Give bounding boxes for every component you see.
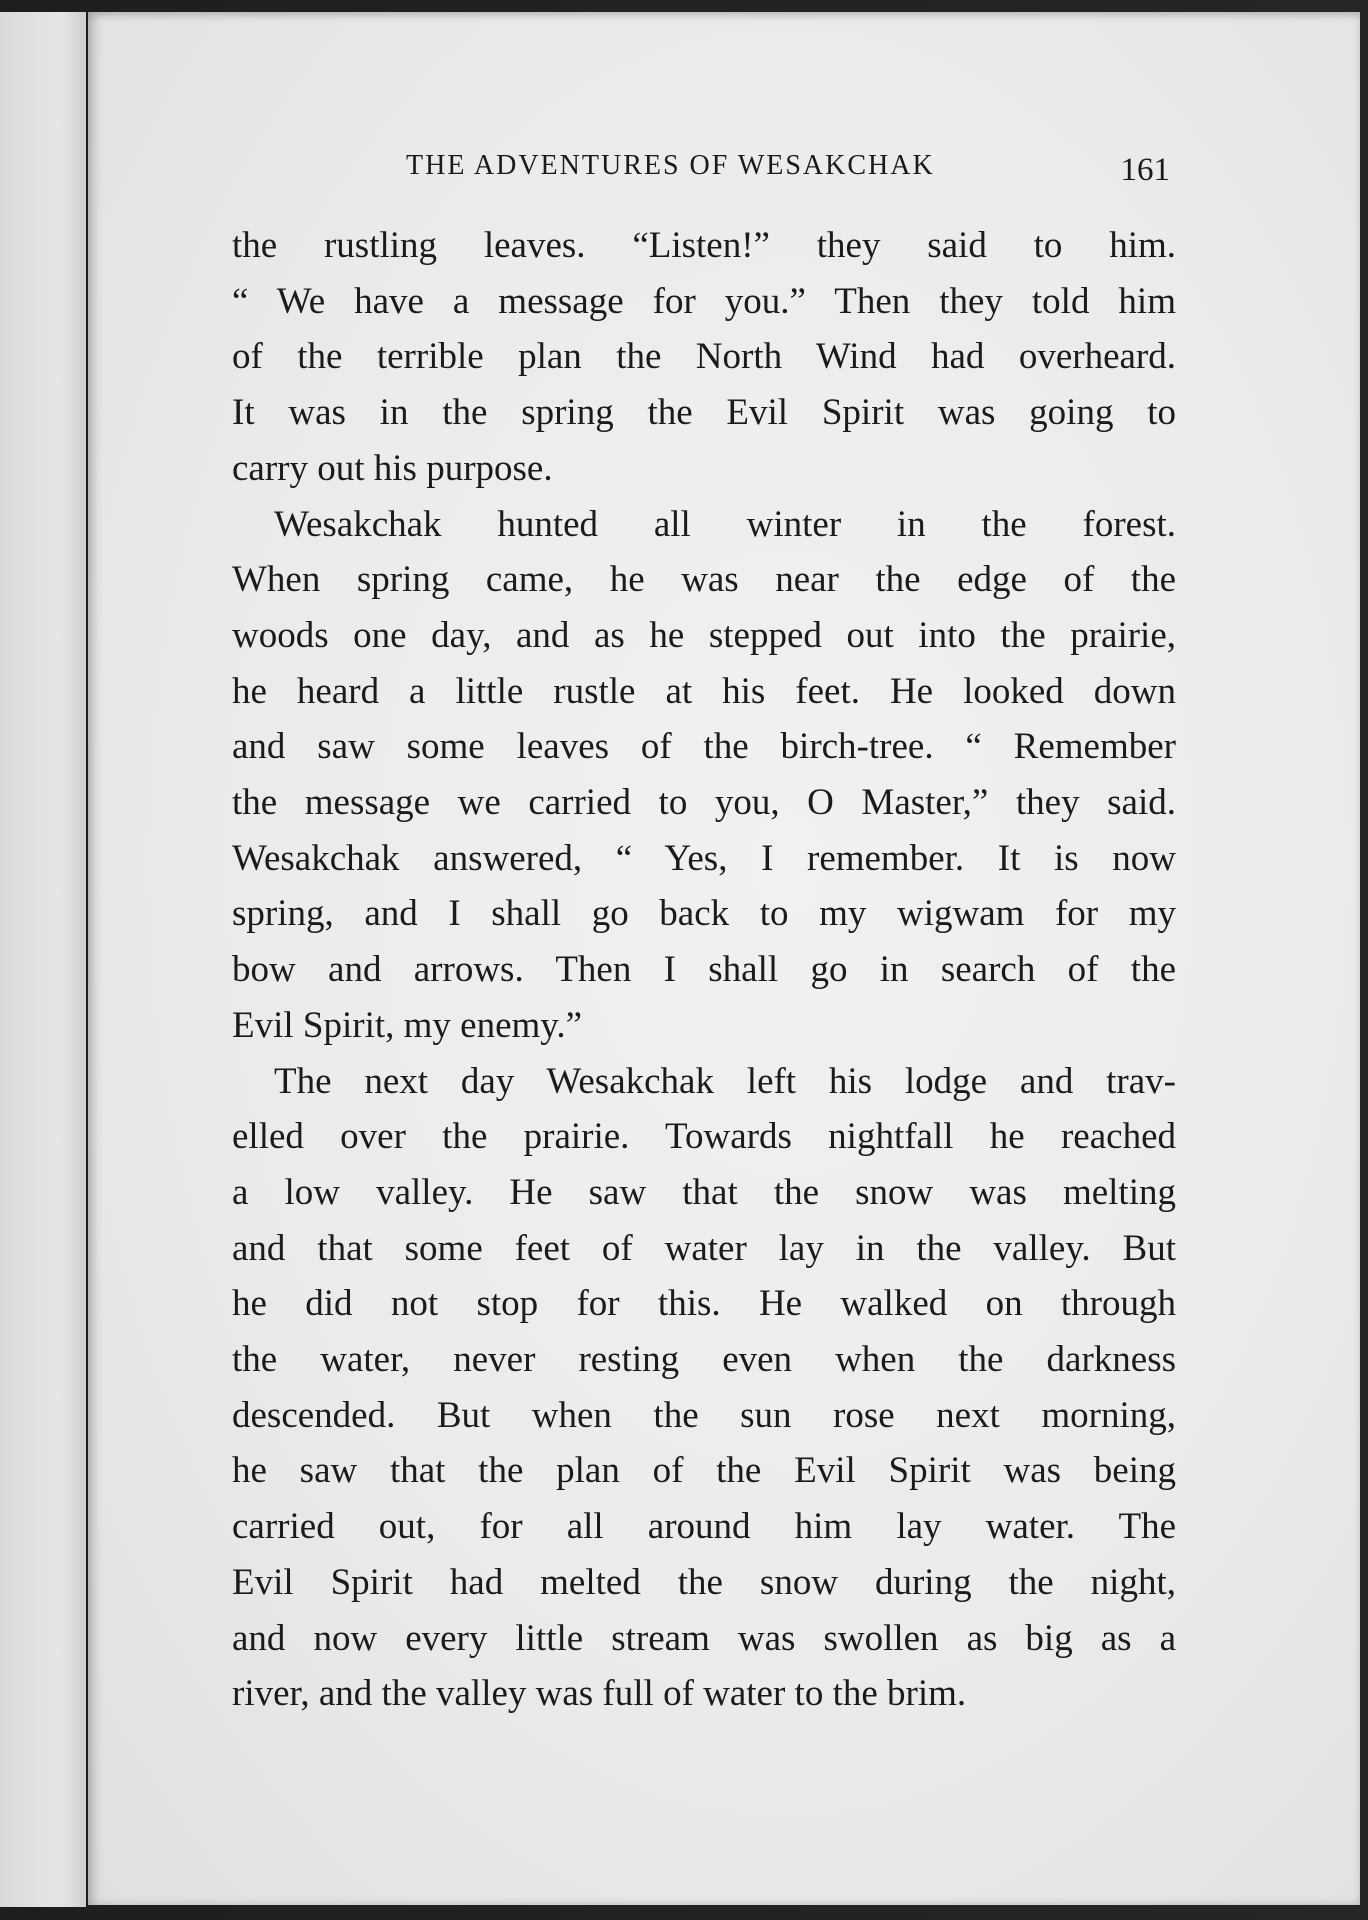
text-line: and saw some leaves of the birch-tree. “ Remember xyxy=(232,726,1176,768)
text-line: Wesakchak answered, “ Yes, I remember. It is now xyxy=(232,837,1176,879)
text-line: Evil Spirit, my enemy.” xyxy=(232,1004,583,1046)
text-line: carried out, for all around him lay water. The xyxy=(232,1506,1176,1548)
running-head xyxy=(318,150,1170,200)
text-line: and that some feet of water lay in the valley. But xyxy=(232,1227,1176,1269)
text-line: a low valley. He saw that the snow was melting xyxy=(232,1171,1176,1213)
text-line: “ We have a message for you.” Then they told him xyxy=(232,280,1176,322)
text-line: spring, and I shall go back to my wigwam for my xyxy=(232,893,1176,935)
text-line: and now every little stream was swollen as big as a xyxy=(232,1617,1176,1659)
text-line: the rustling leaves. “Listen!” they said to him. xyxy=(232,225,1176,266)
page-number: 161 xyxy=(1120,152,1170,188)
text-line: he saw that the plan of the Evil Spirit was being xyxy=(232,1450,1176,1492)
text-line: the message we carried to you, O Master,” they said. xyxy=(232,782,1176,824)
previous-page-edge xyxy=(0,12,86,1907)
text-line: the water, never resting even when the darkness xyxy=(232,1339,1176,1381)
text-line: Wesakchak hunted all winter in the forest. xyxy=(274,503,1176,545)
text-line: woods one day, and as he stepped out into the prairie, xyxy=(232,614,1176,656)
text-line: he heard a little rustle at his feet. He looked down xyxy=(232,670,1176,712)
text-line: elled over the prairie. Towards nightfall he reached xyxy=(232,1116,1176,1158)
text-line: he did not stop for this. He walked on through xyxy=(232,1283,1176,1325)
text-line: The next day Wesakchak left his lodge and trav- xyxy=(274,1060,1176,1102)
text-line: bow and arrows. Then I shall go in search of the xyxy=(232,949,1176,991)
text-line: When spring came, he was near the edge of the xyxy=(232,559,1176,601)
running-title: THE ADVENTURES OF WESAKCHAK xyxy=(406,150,935,181)
text-line: It was in the spring the Evil Spirit was going to xyxy=(232,392,1176,434)
body-text xyxy=(232,218,1176,1722)
text-line: Evil Spirit had melted the snow during the night, xyxy=(232,1561,1176,1603)
text-line: river, and the valley was full of water to the brim. xyxy=(232,1673,967,1715)
text-line: descended. But when the sun rose next morning, xyxy=(232,1394,1176,1436)
text-line: carry out his purpose. xyxy=(232,447,553,489)
text-line: of the terrible plan the North Wind had overheard. xyxy=(232,336,1176,378)
